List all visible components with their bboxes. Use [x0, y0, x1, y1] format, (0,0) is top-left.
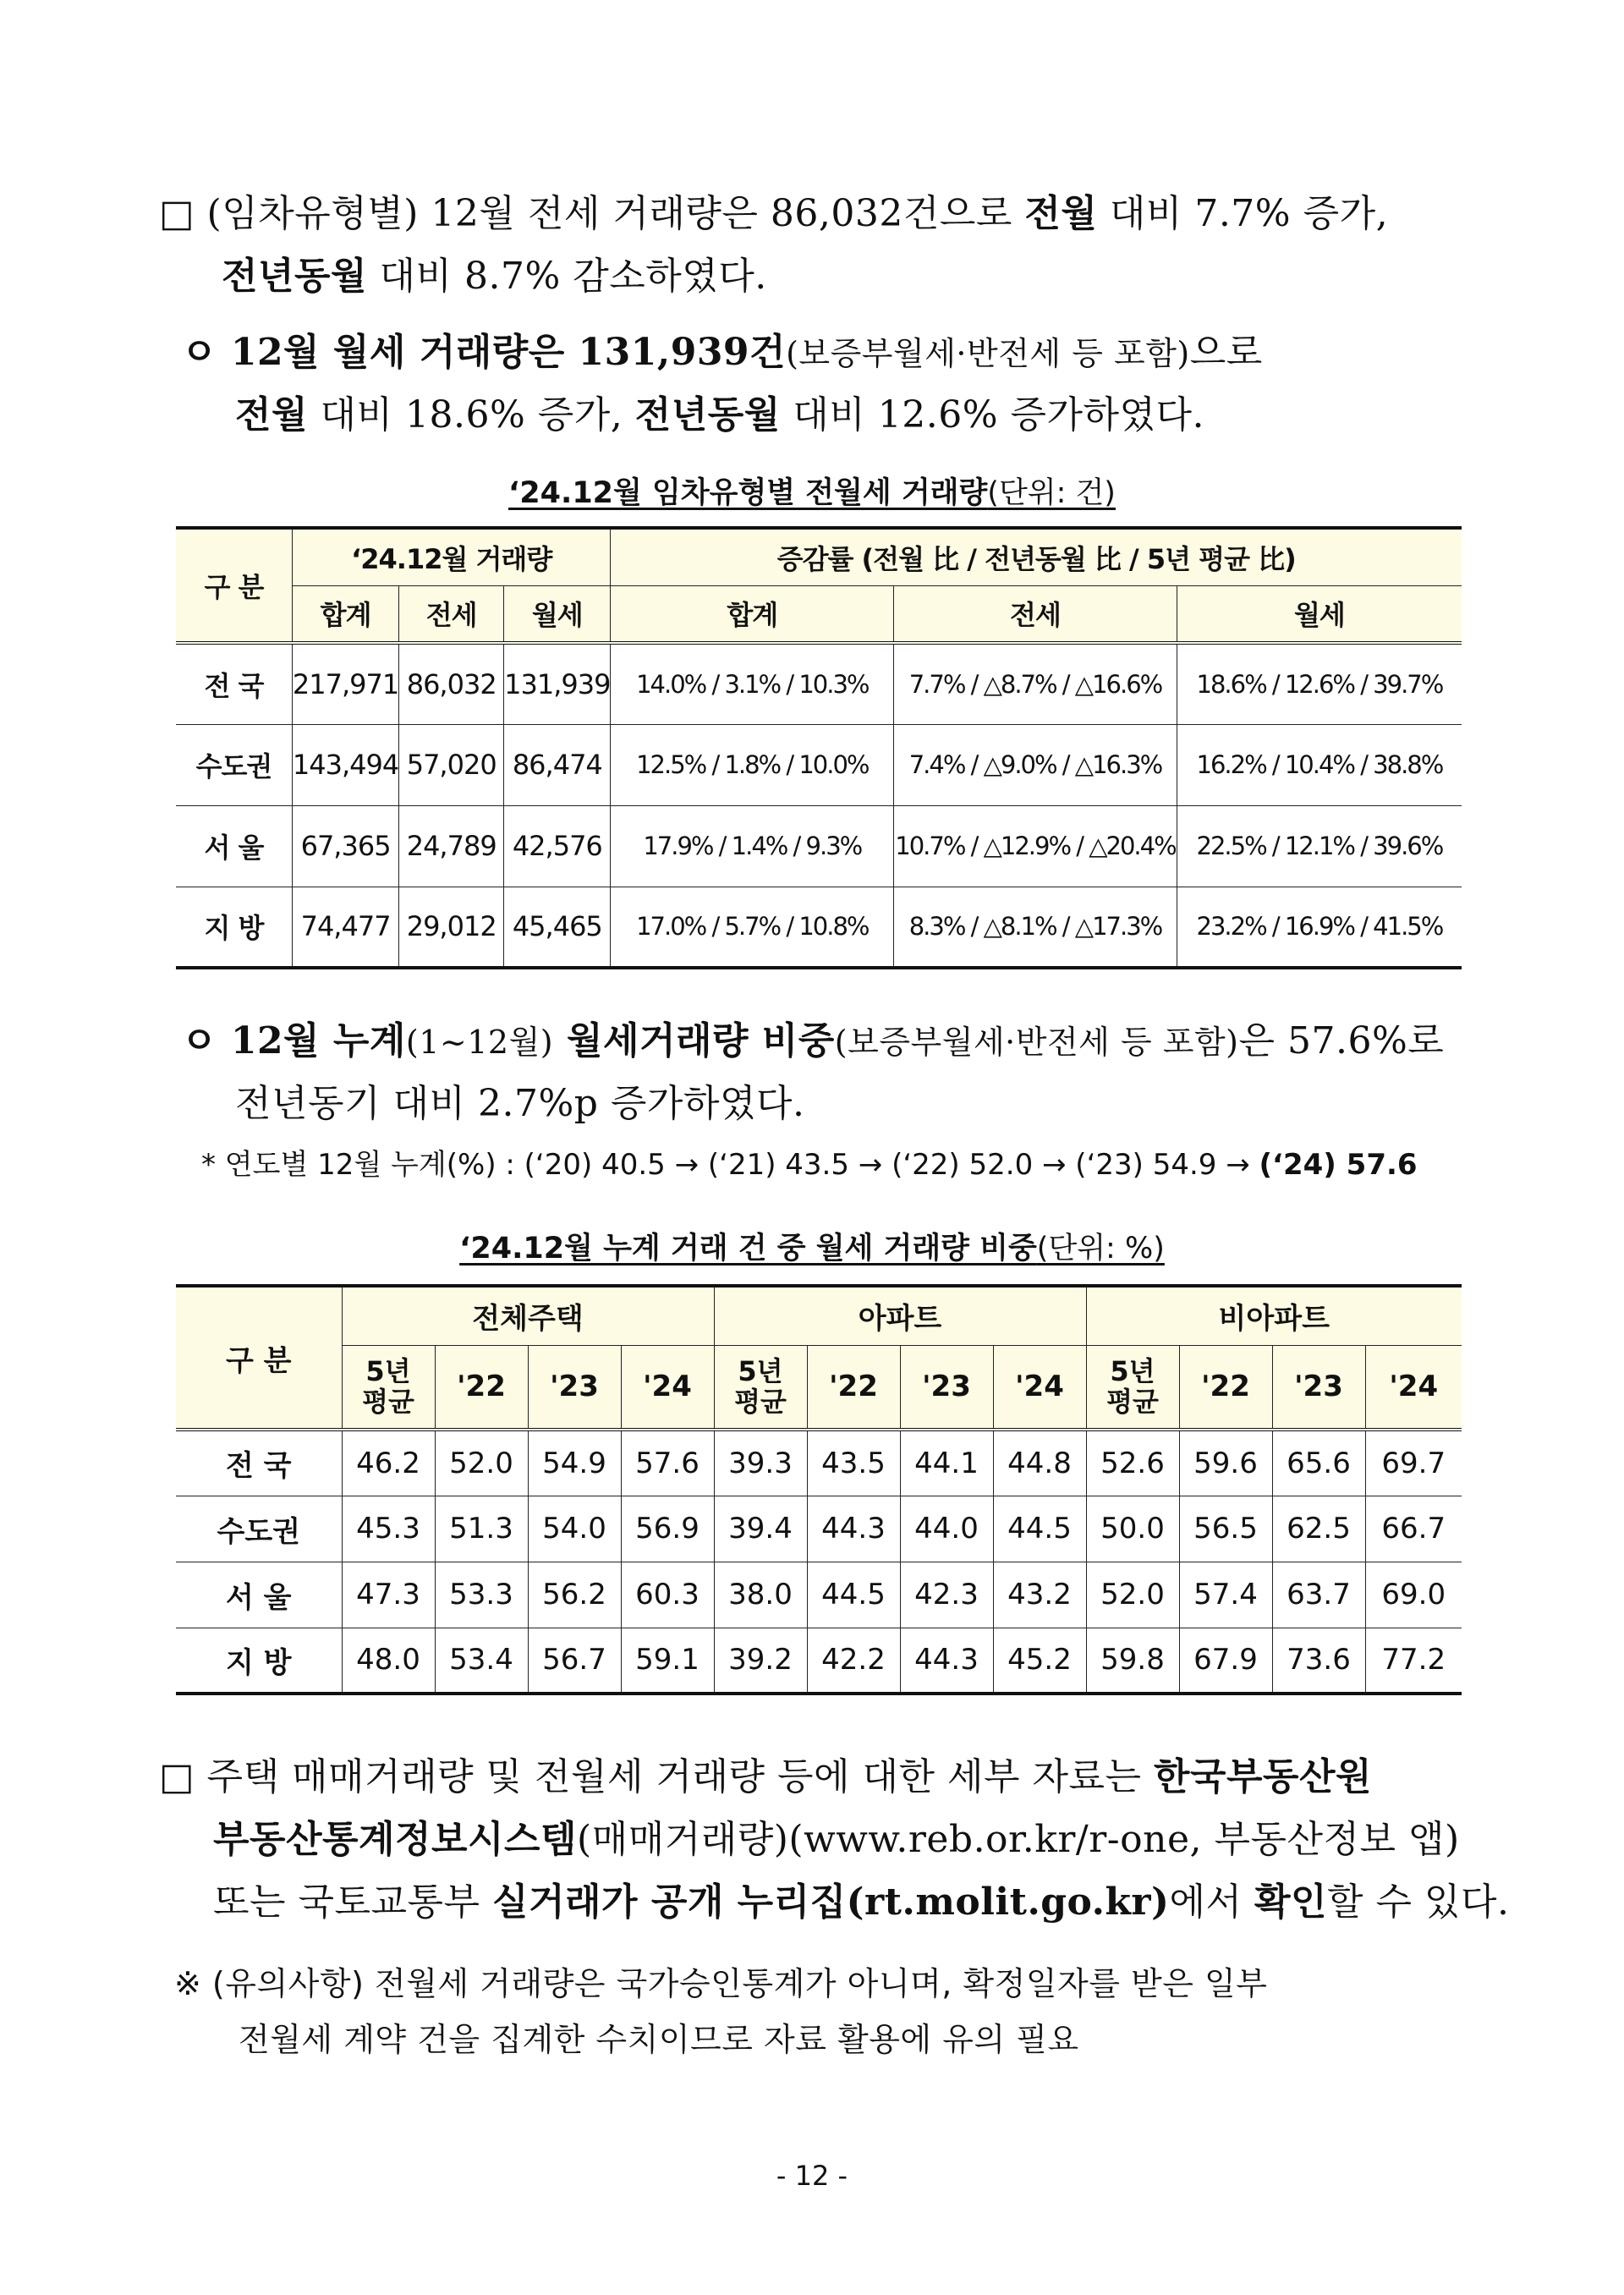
header-year-22: '22: [435, 1345, 528, 1430]
cell-value: 39.2: [714, 1628, 807, 1694]
table-row: [176, 643, 1462, 724]
paragraph-wolse-volume: ㅇ 12월 월세 거래량은 131,939건(보증부월세·반전세 등 포함)으로: [181, 331, 1263, 374]
cell-jeonse: 29,012: [399, 887, 504, 968]
paragraph-jeonse-volume-line2: 전년동월 대비 8.7% 감소하였다.: [222, 255, 767, 298]
cell-value: 77.2: [1365, 1628, 1462, 1694]
header-year-23: '23: [900, 1345, 993, 1430]
cell-value: 69.7: [1365, 1430, 1462, 1496]
header-5yr-average: 5년 평균: [342, 1345, 435, 1430]
cell-change-jeonse: 8.3% / △8.1% / △17.3%: [894, 887, 1177, 968]
cell-total: 74,477: [292, 887, 398, 968]
cell-change-jeonse: 7.7% / △8.7% / △16.6%: [894, 643, 1177, 724]
paragraph-wolse-volume-line2: 전월 대비 18.6% 증가, 전년동월 대비 12.6% 증가하였다.: [235, 393, 1205, 436]
cell-change-jeonse: 10.7% / △12.9% / △20.4%: [894, 805, 1177, 887]
cell-change-wolse: 23.2% / 16.9% / 41.5%: [1177, 887, 1462, 968]
table-row: [176, 1628, 1462, 1694]
cell-wolse: 131,939: [504, 643, 611, 724]
cell-value: 65.6: [1272, 1430, 1365, 1496]
paragraph-wolse-share: ㅇ 12월 누계(1~12월) 월세거래량 비중(보증부월세·반전세 등 포함)은 57.6%로: [181, 1019, 1445, 1062]
cell-value: 44.3: [900, 1628, 993, 1694]
header-total: 합계: [292, 585, 398, 643]
cell-value: 57.4: [1179, 1562, 1272, 1628]
cell-total: 217,971: [292, 643, 398, 724]
table-row: [176, 724, 1462, 805]
header-volume: ‘24.12월 거래량: [292, 528, 611, 585]
cell-value: 39.3: [714, 1430, 807, 1496]
cell-value: 44.0: [900, 1496, 993, 1562]
cell-value: 69.0: [1365, 1562, 1462, 1628]
cell-value: 48.0: [342, 1628, 435, 1694]
table-row: [176, 1562, 1462, 1628]
cell-value: 52.0: [1086, 1562, 1179, 1628]
cell-value: 60.3: [621, 1562, 714, 1628]
header-change-wolse: 월세: [1177, 585, 1462, 643]
cell-change-wolse: 18.6% / 12.6% / 39.7%: [1177, 643, 1462, 724]
cell-value: 43.5: [807, 1430, 900, 1496]
table-row: [176, 1496, 1462, 1562]
paragraph-data-sources-line3: 또는 국토교통부 실거래가 공개 누리집(rt.molit.go.kr)에서 확인할 수 있다.: [213, 1880, 1510, 1924]
cell-value: 54.9: [528, 1430, 621, 1496]
cell-value: 44.8: [993, 1430, 1086, 1496]
header-5yr-average: 5년 평균: [714, 1345, 807, 1430]
paragraph-data-sources: □ 주택 매매거래량 및 전월세 거래량 등에 대한 세부 자료는 한국부동산원: [159, 1755, 1373, 1798]
cell-total: 143,494: [292, 724, 398, 805]
row-region: 수도권: [176, 1496, 342, 1562]
cell-value: 57.6: [621, 1430, 714, 1496]
cell-jeonse: 24,789: [399, 805, 504, 887]
cell-wolse: 45,465: [504, 887, 611, 968]
paragraph-data-sources-line2: 부동산통계정보시스템(매매거래량)(www.reb.or.kr/r-one, 부동산정보 앱): [213, 1818, 1460, 1861]
cell-value: 38.0: [714, 1562, 807, 1628]
paragraph-wolse-share-line2: 전년동기 대비 2.7%p 증가하였다.: [235, 1082, 805, 1125]
cell-value: 46.2: [342, 1430, 435, 1496]
cell-value: 56.5: [1179, 1496, 1272, 1562]
cell-value: 43.2: [993, 1562, 1086, 1628]
cell-change-total: 17.0% / 5.7% / 10.8%: [611, 887, 894, 968]
table-row: [176, 887, 1462, 968]
cell-change-total: 14.0% / 3.1% / 10.3%: [611, 643, 894, 724]
header-year-24: '24: [621, 1345, 714, 1430]
header-year-24: '24: [993, 1345, 1086, 1430]
cell-value: 62.5: [1272, 1496, 1365, 1562]
header-year-22: '22: [807, 1345, 900, 1430]
header-all-housing: 전체주택: [342, 1286, 714, 1345]
row-region: 서 울: [176, 1562, 342, 1628]
header-apartment: 아파트: [714, 1286, 1086, 1345]
cell-value: 45.2: [993, 1628, 1086, 1694]
cell-wolse: 42,576: [504, 805, 611, 887]
cell-value: 63.7: [1272, 1562, 1365, 1628]
cell-value: 52.0: [435, 1430, 528, 1496]
header-change-rate: 증감률 (전월 比 / 전년동월 比 / 5년 평균 比): [611, 528, 1462, 585]
cell-value: 44.1: [900, 1430, 993, 1496]
cell-value: 44.3: [807, 1496, 900, 1562]
cell-change-total: 12.5% / 1.8% / 10.0%: [611, 724, 894, 805]
cell-jeonse: 86,032: [399, 643, 504, 724]
header-division: 구 분: [176, 528, 292, 643]
notice-caution-line2: 전월세 계약 건을 집계한 수치이므로 자료 활용에 유의 필요: [239, 2021, 1079, 2058]
cell-value: 53.3: [435, 1562, 528, 1628]
row-region: 전 국: [176, 1430, 342, 1496]
row-region: 지 방: [176, 887, 292, 968]
cell-value: 39.4: [714, 1496, 807, 1562]
cell-value: 54.0: [528, 1496, 621, 1562]
cell-value: 59.6: [1179, 1430, 1272, 1496]
cell-value: 53.4: [435, 1628, 528, 1694]
cell-change-jeonse: 7.4% / △9.0% / △16.3%: [894, 724, 1177, 805]
cell-jeonse: 57,020: [399, 724, 504, 805]
row-region: 지 방: [176, 1628, 342, 1694]
cell-value: 73.6: [1272, 1628, 1365, 1694]
cell-value: 45.3: [342, 1496, 435, 1562]
table-row: [176, 805, 1462, 887]
cell-value: 44.5: [993, 1496, 1086, 1562]
header-change-total: 합계: [611, 585, 894, 643]
header-change-jeonse: 전세: [894, 585, 1177, 643]
cell-value: 59.1: [621, 1628, 714, 1694]
header-division: 구 분: [176, 1286, 342, 1430]
wolse-share-table: [176, 1284, 1462, 1695]
header-year-24: '24: [1365, 1345, 1462, 1430]
header-jeonse: 전세: [399, 585, 504, 643]
cell-value: 56.2: [528, 1562, 621, 1628]
header-5yr-average: 5년 평균: [1086, 1345, 1179, 1430]
page-number: - 12 -: [776, 2160, 848, 2192]
cell-wolse: 86,474: [504, 724, 611, 805]
cell-value: 42.3: [900, 1562, 993, 1628]
header-year-23: '23: [1272, 1345, 1365, 1430]
cell-value: 56.7: [528, 1628, 621, 1694]
cell-value: 51.3: [435, 1496, 528, 1562]
rental-volume-table: [176, 526, 1462, 969]
row-region: 서 울: [176, 805, 292, 887]
cell-value: 59.8: [1086, 1628, 1179, 1694]
cell-total: 67,365: [292, 805, 398, 887]
table-row: [176, 1430, 1462, 1496]
cell-value: 44.5: [807, 1562, 900, 1628]
table2-title: ‘24.12월 누계 거래 건 중 월세 거래량 비중(단위: %): [459, 1232, 1165, 1266]
paragraph-jeonse-volume: □ (임차유형별) 12월 전세 거래량은 86,032건으로 전월 대비 7.7% 증가,: [159, 192, 1389, 235]
cell-value: 47.3: [342, 1562, 435, 1628]
header-year-22: '22: [1179, 1345, 1272, 1430]
yearly-cumulative-note: * 연도별 12월 누계(%) : (‘20) 40.5 → (‘21) 43.5 → (‘22) 52.0 → (‘23) 54.9 → (‘24) 57.6: [201, 1148, 1418, 1182]
cell-value: 42.2: [807, 1628, 900, 1694]
cell-value: 50.0: [1086, 1496, 1179, 1562]
cell-change-total: 17.9% / 1.4% / 9.3%: [611, 805, 894, 887]
row-region: 전 국: [176, 643, 292, 724]
cell-value: 56.9: [621, 1496, 714, 1562]
header-wolse: 월세: [504, 585, 611, 643]
header-year-23: '23: [528, 1345, 621, 1430]
cell-change-wolse: 22.5% / 12.1% / 39.6%: [1177, 805, 1462, 887]
notice-caution: ※ (유의사항) 전월세 거래량은 국가승인통계가 아니며, 확정일자를 받은 일부: [174, 1965, 1268, 2002]
cell-change-wolse: 16.2% / 10.4% / 38.8%: [1177, 724, 1462, 805]
table1-title: ‘24.12월 임차유형별 전월세 거래량(단위: 건): [508, 476, 1116, 510]
cell-value: 52.6: [1086, 1430, 1179, 1496]
header-non-apartment: 비아파트: [1086, 1286, 1462, 1345]
row-region: 수도권: [176, 724, 292, 805]
cell-value: 67.9: [1179, 1628, 1272, 1694]
cell-value: 66.7: [1365, 1496, 1462, 1562]
